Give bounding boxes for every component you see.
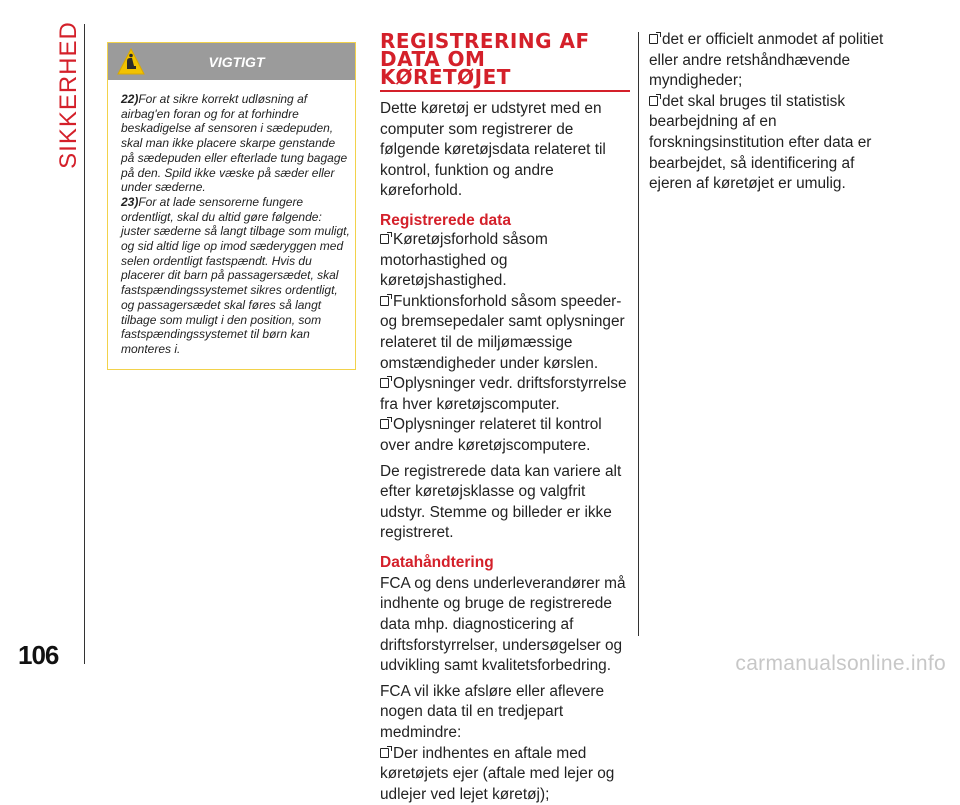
checkbox-bullet-icon bbox=[380, 296, 389, 306]
section-side-label: SIKKERHED bbox=[55, 21, 83, 169]
warning-item: 23)For at lade sensorerne fungere ordentligt, skal du altid gøre følgende: juster sæderne så langt tilbage som muligt, og sid altid lige op imod sæderyggen med selen ordentligt fastspændt. Hvis du placerer dit barn på passagersædet, skal fastspændingssystemet sikres ordentligt, og passagersædet skal føres så langt tilbage som muligt i den position, som fastspændingssystemet til børn kan monteres i. bbox=[121, 194, 350, 356]
intro-paragraph: Dette køretøj er udstyret med en computer som registrerer de følgende køretøjsdata relateret til kontrol, funktion og andre køreforhold. bbox=[380, 100, 606, 200]
list-item: det er officielt anmodet af politiet eller andre retshåndhævende myndigheder; bbox=[649, 31, 884, 90]
checkbox-bullet-icon bbox=[380, 378, 389, 388]
warning-triangle-seat-icon bbox=[117, 48, 145, 76]
list-item: Oplysninger relateret til kontrol over andre køretøjscomputere. bbox=[380, 416, 602, 454]
title-underline bbox=[380, 90, 630, 92]
column-divider bbox=[638, 32, 639, 636]
heading-data-handling: Datahåndtering bbox=[380, 553, 494, 571]
list-item: Funktionsforhold såsom speeder- og bremsepedaler samt oplysninger relateret til de miljømæssige omstændigheder under kørslen. bbox=[380, 292, 625, 372]
heading-registered-data: Registrerede data bbox=[380, 211, 511, 229]
watermark: carmanualsonline.info bbox=[735, 652, 946, 675]
warning-body bbox=[108, 80, 355, 357]
list-item: Der indhentes en aftale med køretøjets ejer (aftale med lejer og udlejer ved lejet køretøj); bbox=[380, 744, 615, 803]
handling-paragraph: FCA vil ikke afsløre eller aflevere nogen data til en tredjepart medmindre: bbox=[380, 682, 605, 742]
warning-box bbox=[107, 42, 356, 370]
list-item: det skal bruges til statistisk bearbejdning af en forskningsinstitution efter data er bearbejdet, så identificering af ejeren af køretøjet er umulig. bbox=[649, 92, 872, 193]
page-number: 106 bbox=[18, 640, 59, 670]
checkbox-bullet-icon bbox=[380, 748, 389, 758]
list-item: Køretøjsforhold såsom motorhastighed og køretøjshastighed. bbox=[380, 230, 548, 290]
warning-header bbox=[108, 43, 355, 80]
handling-paragraph: FCA og dens underleverandører må indhente og bruge de registrerede data mhp. diagnosticering af driftsforstyrrelser, undersøgelser og udvikling samt kvalitetsforbedring. bbox=[380, 574, 626, 675]
warning-item: 22)For at sikre korrekt udløsning af airbag'en foran og for at forhindre beskadigelse af sensoren i sædepuden, skal man ikke placere skarpe genstande på sædepuden eller efterlade tung bagage på den. Spild ikke væske på sæder eller under sæderne. bbox=[121, 92, 348, 195]
checkbox-bullet-icon bbox=[380, 419, 389, 429]
checkbox-bullet-icon bbox=[380, 234, 389, 244]
side-divider bbox=[84, 24, 85, 664]
list-item: Oplysninger vedr. driftsforstyrrelse fra hver køretøjscomputer. bbox=[380, 375, 627, 413]
registered-note: De registrerede data kan variere alt efter køretøjsklasse og valgfrit udstyr. Stemme og billeder er ikke registreret. bbox=[380, 462, 622, 542]
checkbox-bullet-icon bbox=[649, 96, 658, 106]
checkbox-bullet-icon bbox=[649, 34, 658, 44]
article-column-2 bbox=[649, 30, 901, 195]
article-column-1 bbox=[380, 29, 630, 805]
article-title: REGISTRERING AF DATA OM KØRETØJET bbox=[380, 29, 590, 89]
warning-title: VIGTIGT bbox=[208, 53, 265, 70]
